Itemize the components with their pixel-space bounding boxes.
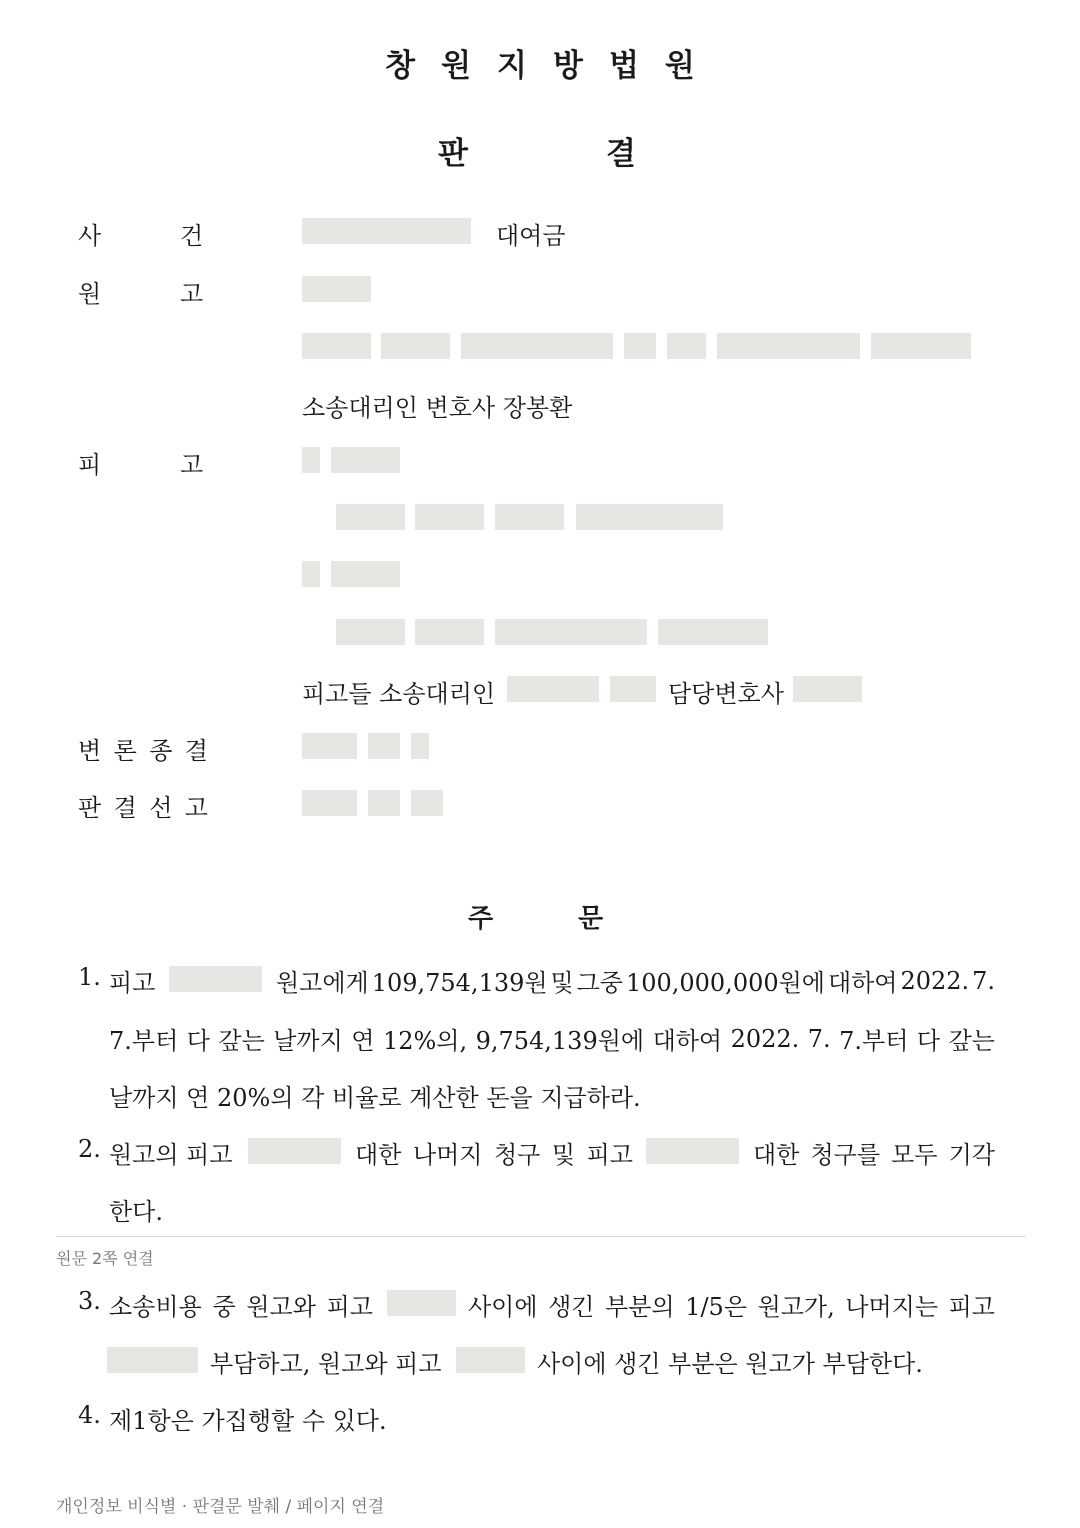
item2-line2: 한다. [109, 1198, 163, 1226]
item1-line2: 7.부터 다 갚는 날까지 연 12%의, 9,754,139원에 대하여 2022. 7. 7.부터 다 갚는 [109, 1024, 995, 1055]
redacted-defendant-name [331, 561, 400, 587]
redacted-defendant-address [495, 619, 647, 645]
order-heading-char-2: 문 [578, 904, 604, 934]
redacted-defendant-ref [456, 1347, 525, 1373]
redacted-plaintiff-name [302, 276, 371, 302]
redacted-defendant-address [576, 504, 723, 530]
redacted-sentencing-date [368, 790, 400, 816]
redacted-defendant-ref [107, 1347, 198, 1373]
item3-number: 3. [78, 1287, 101, 1315]
item2-line1-c: 대한 청구를 모두 기각 [753, 1141, 995, 1169]
redacted-defendant-address [658, 619, 768, 645]
item4-text: 제1항은 가집행할 수 있다. [109, 1407, 387, 1435]
redacted-law-firm [610, 676, 656, 702]
defendants-counsel-prefix: 피고들 소송대리인 [302, 680, 496, 708]
case-name: 대여금 [496, 222, 566, 250]
redacted-plaintiff-address [624, 333, 656, 359]
redacted-defendant-name [331, 447, 400, 473]
item2-number: 2. [78, 1135, 101, 1163]
redacted-defendant-address [495, 504, 564, 530]
footer-note: 개인정보 비식별 · 판결문 발췌 / 페이지 연결 [56, 1497, 385, 1517]
item3-line2-a: 부담하고, 원고와 피고 [210, 1350, 442, 1378]
attorney-in-charge-label: 담당변호사 [668, 680, 784, 708]
redacted-plaintiff-address [461, 333, 613, 359]
document-type-char-1: 판 [438, 136, 468, 172]
item1-line1-b: 원고에게 109,754,139원 및 그중 100,000,000원에 대하여 2022. 7. [276, 966, 995, 997]
redacted-defendant-ref [248, 1138, 341, 1164]
redacted-defendant-address [415, 504, 484, 530]
redacted-defendant-ref [169, 966, 262, 992]
redacted-attorney-name [793, 676, 862, 702]
redacted-sentencing-date [302, 790, 357, 816]
redacted-plaintiff-address [871, 333, 971, 359]
redacted-defendant-number [302, 447, 320, 473]
item4-number: 4. [78, 1401, 101, 1429]
redacted-defendant-number [302, 561, 320, 587]
redacted-plaintiff-address [717, 333, 860, 359]
redacted-closing-date [302, 733, 357, 759]
redacted-defendant-address [336, 504, 405, 530]
document-type-char-2: 결 [606, 136, 636, 172]
redacted-closing-date [411, 733, 429, 759]
redacted-defendant-ref [387, 1290, 456, 1316]
item2-line1-a: 원고의 피고 [109, 1141, 233, 1169]
redacted-plaintiff-address [381, 333, 450, 359]
redacted-plaintiff-address [302, 333, 371, 359]
item1-line3: 날까지 연 20%의 각 비율로 계산한 돈을 지급하라. [109, 1084, 641, 1112]
redacted-case-number [302, 218, 471, 244]
court-name: 창원지방법원 [385, 48, 721, 84]
page-divider [56, 1236, 1026, 1237]
redacted-sentencing-date [411, 790, 443, 816]
redacted-defendant-ref [646, 1138, 739, 1164]
item3-line2-b: 사이에 생긴 부분은 원고가 부담한다. [537, 1350, 923, 1378]
page-link-note: 원문 2쪽 연결 [56, 1249, 154, 1268]
closing-argument-label: 변 론 종 결 [78, 737, 208, 765]
order-heading-char-1: 주 [468, 904, 494, 934]
sentencing-date-label: 판 결 선 고 [78, 794, 208, 822]
item3-line1-a: 소송비용 중 원고와 피고 [109, 1293, 373, 1321]
item3-line1-b: 사이에 생긴 부분의 1/5은 원고가, 나머지는 피고 [468, 1293, 995, 1321]
item1-number: 1. [78, 963, 101, 991]
item1-line1-a: 피고 [109, 969, 156, 997]
redacted-plaintiff-address [667, 333, 706, 359]
redacted-defendant-address [415, 619, 484, 645]
redacted-closing-date [368, 733, 400, 759]
redacted-law-firm [507, 676, 599, 702]
item2-line1-b: 대한 나머지 청구 및 피고 [355, 1141, 633, 1169]
redacted-defendant-address [336, 619, 405, 645]
plaintiff-counsel: 소송대리인 변호사 장봉환 [302, 394, 573, 422]
